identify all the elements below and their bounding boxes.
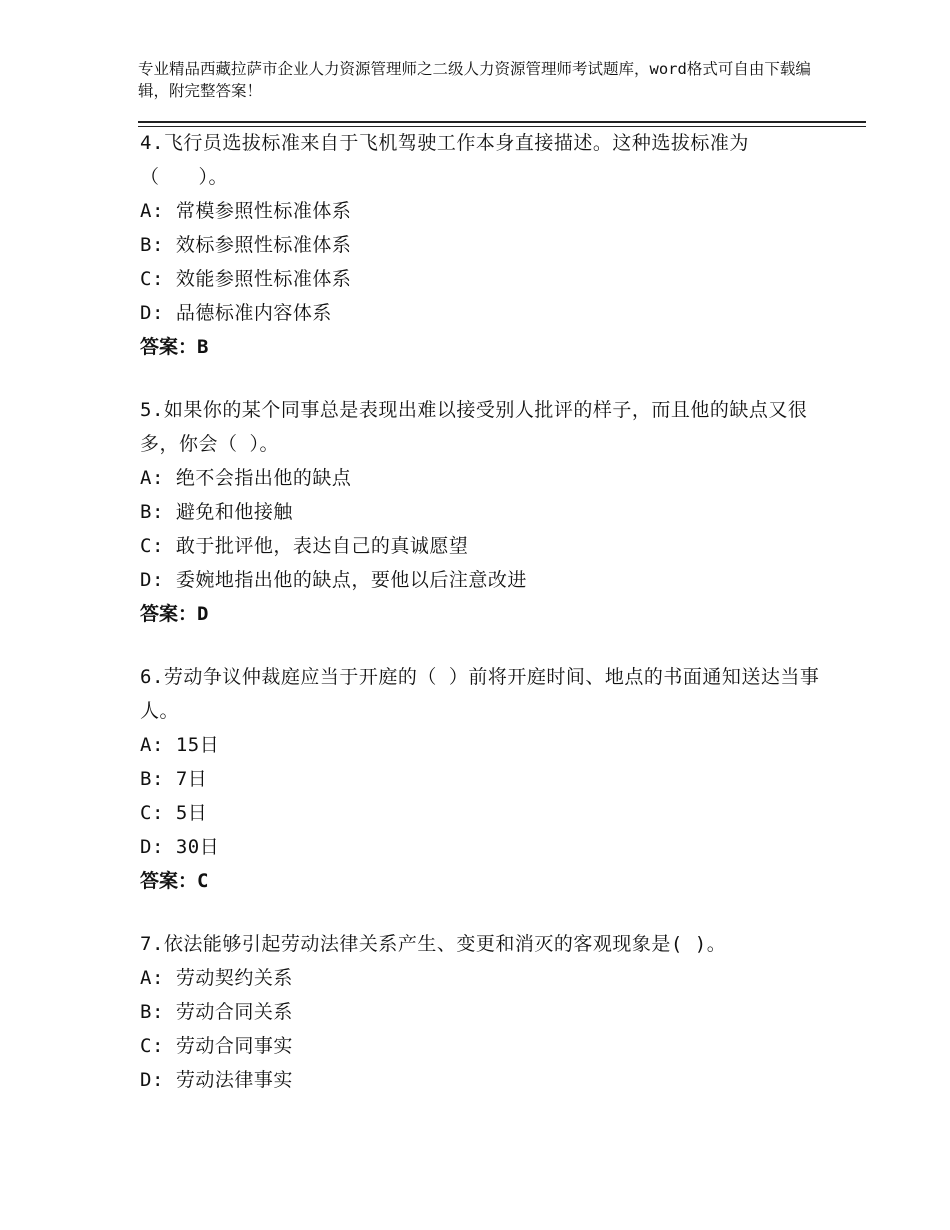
option-a: A: 常模参照性标准体系: [140, 200, 352, 222]
option-a: A: 劳动契约关系: [140, 967, 293, 989]
answer-label: 答案：: [140, 336, 198, 358]
option-b: B: 避免和他接触: [140, 501, 293, 523]
answer-value: C: [197, 870, 209, 892]
question-stem: 5.如果你的某个同事总是表现出难以接受别人批评的样子，而且他的缺点又很多，你会（ ）。: [140, 399, 808, 455]
answer-value: B: [197, 336, 209, 358]
question-4: [140, 126, 830, 364]
question-5: [140, 393, 830, 631]
answer-line: [140, 597, 830, 631]
question-list: [140, 126, 830, 1126]
question-stem: 6.劳动争议仲裁庭应当于开庭的（ ）前将开庭时间、地点的书面通知送达当事人。: [140, 666, 820, 722]
option-b: B: 效标参照性标准体系: [140, 234, 352, 256]
option-d: D: 委婉地指出他的缺点，要他以后注意改进: [140, 569, 527, 591]
option-a: A: 绝不会指出他的缺点: [140, 467, 352, 489]
question-6: [140, 660, 830, 898]
option-a: A: 15日: [140, 734, 220, 756]
option-d: D: 品德标准内容体系: [140, 302, 332, 324]
question-stem: 7.依法能够引起劳动法律关系产生、变更和消灭的客观现象是( )。: [140, 933, 727, 955]
answer-label: 答案：: [140, 870, 198, 892]
option-c: C: 敢于批评他，表达自己的真诚愿望: [140, 535, 469, 557]
option-b: B: 7日: [140, 768, 208, 790]
answer-value: D: [197, 603, 209, 625]
option-d: D: 劳动法律事实: [140, 1069, 293, 1091]
option-c: C: 5日: [140, 802, 208, 824]
option-c: C: 劳动合同事实: [140, 1035, 293, 1057]
option-d: D: 30日: [140, 836, 220, 858]
document-header: 专业精品西藏拉萨市企业人力资源管理师之二级人力资源管理师考试题库，word格式可自由下载编辑，附完整答案！: [138, 60, 811, 100]
option-b: B: 劳动合同关系: [140, 1001, 293, 1023]
option-c: C: 效能参照性标准体系: [140, 268, 352, 290]
answer-line: [140, 330, 830, 364]
answer-label: 答案：: [140, 603, 198, 625]
question-stem: 4.飞行员选拔标准来自于飞机驾驶工作本身直接描述。这种选拔标准为（ ）。: [140, 132, 749, 188]
answer-line: [140, 864, 830, 898]
question-7: [140, 927, 830, 1097]
